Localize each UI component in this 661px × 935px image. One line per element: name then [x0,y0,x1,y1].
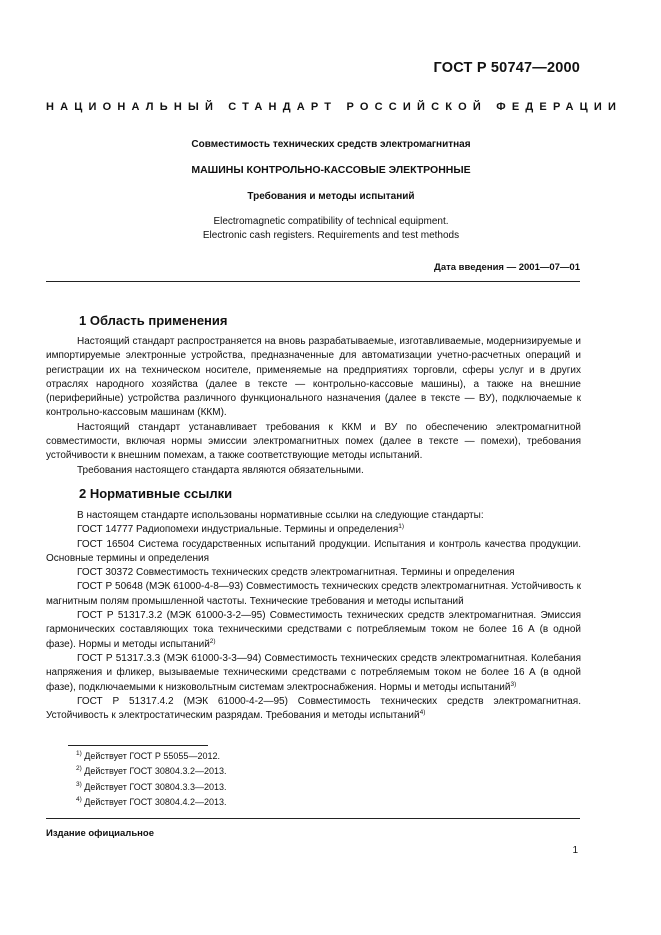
footnotes [76,749,226,811]
header-divider [46,281,580,282]
section-1-body [46,335,581,478]
section-1-paragraph: Настоящий стандарт устанавливает требования к ККМ и ВУ по обеспечению электромагнитной совместимости, включая нормы эмиссии электромагнитных помех (далее в тексте — помехи), требования устойчивости к внешним помехам, а также соответствующие методы испытаний. [46,421,581,462]
footnote: $^{3)}$ Действует ГОСТ 30804.3.3—2013. [76,780,227,792]
footnote: $^{1)}$ Действует ГОСТ Р 55055—2012. [76,750,220,761]
title-main: МАШИНЫ КОНТРОЛЬНО-КАССОВЫЕ ЭЛЕКТРОННЫЕ [191,164,471,176]
section-1-paragraph: Требования настоящего стандарта являются обязательными. [77,464,364,476]
document-code: ГОСТ Р 50747—2000 [433,60,580,76]
title-english-line-1: Electromagnetic compatibility of technical equipment. [213,216,449,227]
title-subtitle: Требования и методы испытаний [247,191,415,202]
section-2-intro: В настоящем стандарте использованы нормативные ссылки на следующие стандарты: [77,510,484,521]
normative-reference: ГОСТ Р 51317.3.2 (МЭК 61000-3-2—95) Совместимость технических средств электромагнитная. Эмиссия гармонических составляющих тока техническими средствами с потребляемым током не более 16 А (в одной фазе). Нормы и методы испытаний$^{2)}$ [46,610,581,650]
section-2-body [46,509,581,723]
footnote: $^{2)}$ Действует ГОСТ 30804.3.2—2013. [76,765,227,777]
section-1-heading: 1 Область применения [79,313,228,328]
normative-reference: ГОСТ Р 51317.4.2 (МЭК 61000-4-2—95) Совместимость технических средств электромагнитная. Устойчивость к электростатическим разрядам. Требования и методы испытаний$^{4)}$ [46,695,581,722]
footnote-marker: 4) [419,709,426,717]
footnote-marker: 1) [398,523,405,531]
section-2-heading: 2 Нормативные ссылки [79,486,233,501]
normative-reference: ГОСТ 14777 Радиопомехи индустриальные. Термины и определения$^{1)}$ [77,523,405,536]
footnote: $^{4)}$ Действует ГОСТ 30804.4.2—2013. [76,796,227,808]
page-number: 1 [572,845,578,856]
footnote-divider [68,745,208,746]
edition-label: Издание официальное [46,828,154,839]
section-1-paragraph: Настоящий стандарт распространяется на вновь разрабатываемые, изготавливаемые, модернизируемые и импортируемые электронные устройства, предназначенные для автоматизации учетно-расчетных операций и регистрации их на техническом носителе, применяемые на предприятиях торговли, сферы услуг и в других отраслях народного хозяйства (далее в тексте — контрольно-кассовые машины), а также на внешние (периферийные) устройства различного функционального назначения (далее в тексте — ВУ), подключаемые к контрольно-кассовым машинам (ККМ). [46,336,581,419]
title-english [46,215,616,243]
introduction-date: Дата введения — 2001—07—01 [434,262,580,273]
title-english-line-2: Electronic cash registers. Requirements and test methods [202,230,460,241]
national-standard-banner: НАЦИОНАЛЬНЫЙ СТАНДАРТ РОССИЙСКОЙ ФЕДЕРАЦИИ [46,101,623,113]
normative-reference: ГОСТ Р 51317.3.3 (МЭК 61000-3-3—94) Совместимость технических средств электромагнитная. Колебания напряжения и фликер, вызываемые техническими средствами с потребляемым током не более 16 А (в одной фазе), подключаемыми к низковольтным системам электроснабжения. Нормы и методы испытаний$^{3)}$ [46,652,581,693]
title-subject: Совместимость технических средств электромагнитная [191,139,471,150]
footnote-marker: 3) [510,680,517,688]
normative-reference: ГОСТ 16504 Система государственных испытаний продукции. Испытания и контроль качества продукции. Основные термины и определения [46,538,581,564]
footer-divider [46,818,580,819]
footnote-marker: 2) [209,637,216,645]
normative-reference: ГОСТ 30372 Совместимость технических средств электромагнитная. Термины и определения [77,567,515,579]
normative-reference: ГОСТ Р 50648 (МЭК 61000-4-8—93) Совместимость технических средств электромагнитная. Устойчивость к магнитным полям промышленной частоты. Технические требования и методы испытаний [46,581,581,607]
